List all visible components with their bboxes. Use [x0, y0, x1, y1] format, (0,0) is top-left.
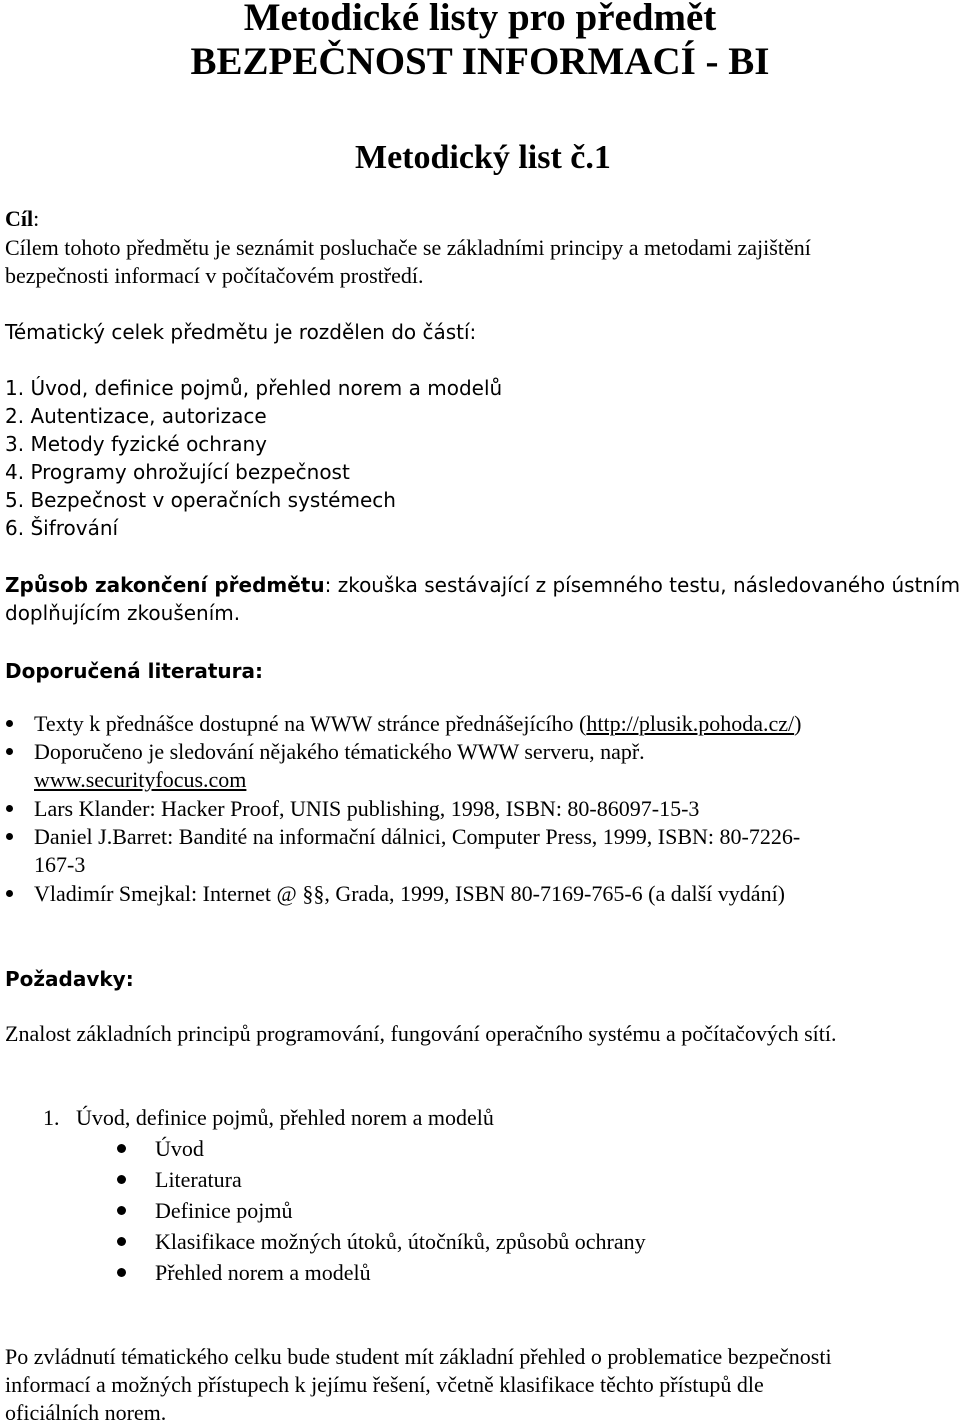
section1-item: Přehled norem a modelů	[155, 1260, 371, 1285]
lecturer-website-link[interactable]: http://plusik.pohoda.cz/	[586, 711, 795, 736]
literature-item-5-before: Vladimír Smejkal: Internet @	[34, 881, 303, 906]
literature-item-1-end: )	[794, 711, 802, 736]
parts-item: 4. Programy ohrožující bezpečnost	[5, 460, 350, 484]
section1-item: Literatura	[155, 1167, 242, 1192]
section1-item: Úvod	[155, 1136, 204, 1161]
securityfocus-link[interactable]: www.securityfocus.com	[34, 767, 247, 792]
goal-label	[5, 205, 39, 233]
literature-item-5-after: , Grada, 1999, ISBN 80-7169-765-6 (a další vydání)	[324, 881, 786, 906]
conclusion-line1: Po zvládnutí tématického celku bude student mít základní přehled o problematice bezpečnosti	[5, 1344, 832, 1369]
section1-item: Definice pojmů	[155, 1198, 293, 1223]
parts-item: 5. Bezpečnost v operačních systémech	[5, 488, 396, 512]
literature-item-4-line1: Daniel J.Barret: Bandité na informační dálnici, Computer Press, 1999, ISBN: 80-7226-	[34, 824, 801, 849]
bullet-icon	[117, 1144, 126, 1153]
bullet-icon	[6, 805, 13, 812]
completion-label: Způsob zakončení předmětu	[5, 573, 325, 597]
literature-item-3: Lars Klander: Hacker Proof, UNIS publishing, 1998, ISBN: 80-86097-15-3	[34, 796, 700, 821]
literature-heading: Doporučená literatura:	[5, 659, 263, 683]
conclusion-line2: informací a možných přístupech k jejímu řešení, včetně klasifikace těchto přístupů dle	[5, 1372, 764, 1397]
section-symbols: §§	[302, 881, 325, 906]
bullet-icon	[117, 1237, 126, 1246]
sheet-subtitle: Metodický list č.1	[355, 139, 611, 176]
parts-item: 6. Šifrování	[5, 516, 119, 540]
parts-item: 2. Autentizace, autorizace	[5, 404, 267, 428]
conclusion-line3: oficiálních norem.	[5, 1400, 167, 1425]
parts-item: 1. Úvod, definice pojmů, přehled norem a modelů	[5, 376, 503, 400]
goal-label-text: Cíl	[5, 206, 34, 231]
bullet-icon	[6, 720, 13, 727]
goal-text-line2: bezpečnosti informací v počítačovém prostředí.	[5, 263, 424, 288]
requirements-heading: Požadavky:	[5, 967, 134, 991]
page-title-line2: BEZPEČNOST INFORMACÍ - BI	[190, 40, 770, 83]
literature-item-1	[34, 710, 801, 738]
completion-line2: doplňujícím zkoušením.	[5, 601, 241, 625]
bullet-icon	[6, 890, 13, 897]
literature-item-2-line1: Doporučeno je sledování nějakého tématického WWW serveru, např.	[34, 739, 645, 764]
completion-line1	[5, 571, 960, 599]
section1-heading: 1. Úvod, definice pojmů, přehled norem a modelů	[43, 1105, 494, 1130]
literature-item-4-line2: 167-3	[34, 852, 86, 877]
bullet-icon	[6, 833, 13, 840]
bullet-icon	[117, 1206, 126, 1215]
literature-item-1-text: Texty k přednášce dostupné na WWW stránce přednášejícího (	[34, 711, 587, 736]
parts-intro: Tématický celek předmětu je rozdělen do částí:	[5, 320, 477, 344]
goal-label-colon: :	[33, 206, 40, 231]
literature-item-5	[34, 880, 785, 908]
parts-item: 3. Metody fyzické ochrany	[5, 432, 267, 456]
completion-text: : zkouška sestávající z písemného testu, následovaného ústním	[324, 573, 960, 597]
goal-text-line1: Cílem tohoto předmětu je seznámit posluchače se základními principy a metodami zajištění	[5, 235, 811, 260]
section1-item: Klasifikace možných útoků, útočníků, způsobů ochrany	[155, 1229, 646, 1254]
page-title-line1: Metodické listy pro předmět	[243, 0, 717, 39]
bullet-icon	[117, 1268, 126, 1277]
requirements-text: Znalost základních principů programování, fungování operačního systému a počítačových sítí.	[5, 1021, 837, 1046]
bullet-icon	[117, 1175, 126, 1184]
bullet-icon	[6, 748, 13, 755]
